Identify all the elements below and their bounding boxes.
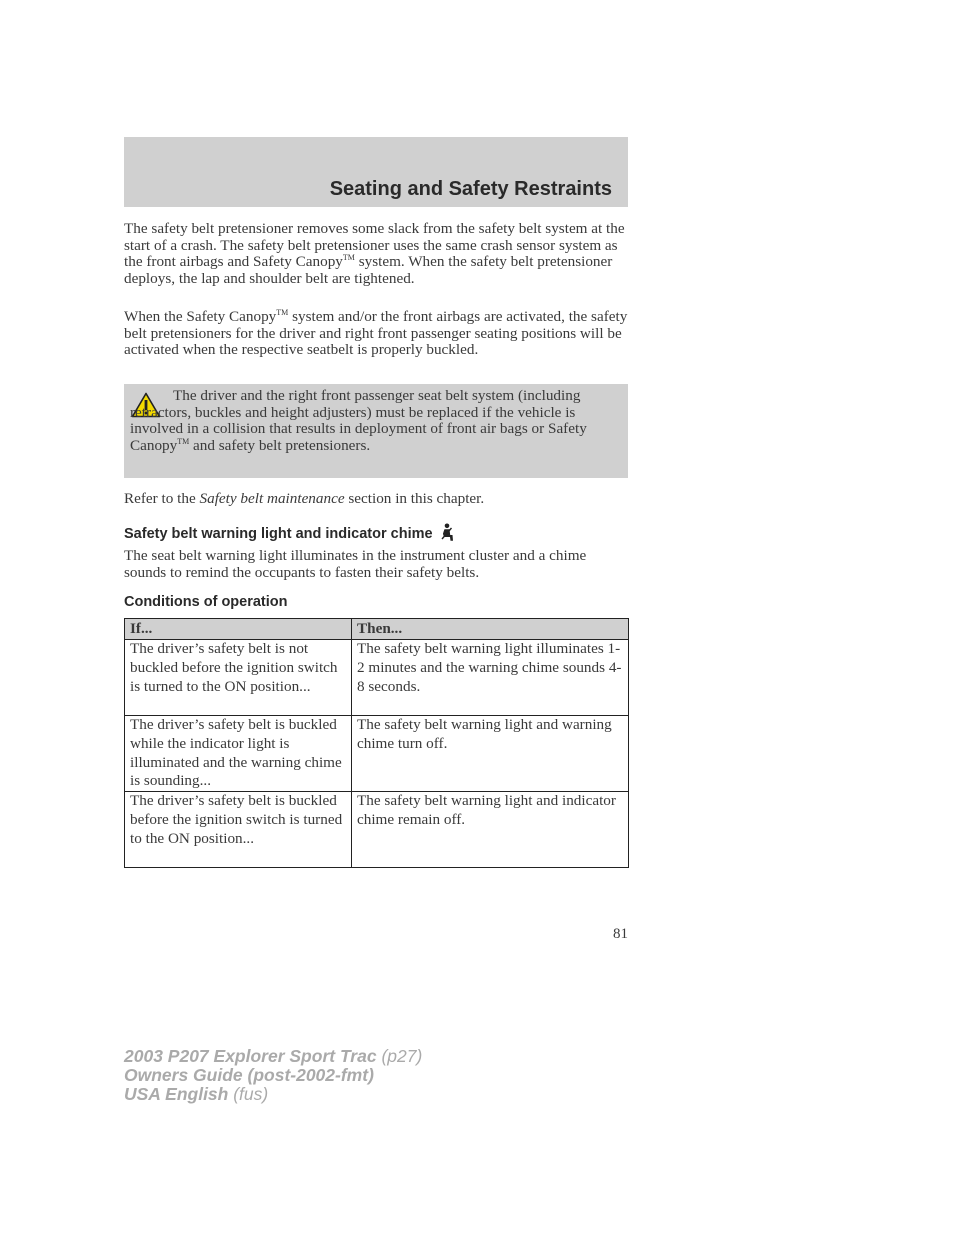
intro-p2-text-a: When the Safety Canopy bbox=[124, 308, 277, 325]
conditions-heading: Conditions of operation bbox=[124, 594, 288, 610]
table-cell-if: The driver’s safety belt is not buckled before the ignition switch is turned to the ON position... bbox=[125, 640, 352, 716]
refer-prefix: Refer to the bbox=[124, 490, 200, 507]
refer-section-name: Safety belt maintenance bbox=[199, 490, 345, 507]
refer-suffix: section in this chapter. bbox=[344, 490, 485, 507]
table-header-row bbox=[125, 619, 629, 640]
document-footer bbox=[124, 1047, 422, 1104]
column-header-then: Then... bbox=[352, 619, 629, 640]
footer-line-2-bold: Owners Guide (post-2002-fmt) bbox=[124, 1065, 374, 1085]
footer-line-3-rest: (fus) bbox=[228, 1084, 269, 1104]
warning-text-a: The driver and the right front passenger seat belt system (including retractors, buckles and height adjusters) must be replaced if the vehicle is involved in a collision that results in deployment of front air bags or Safety Canopy bbox=[130, 387, 587, 454]
intro-p2-text-b: system and/or the front airbags are activated, the safety belt pretensioners for the driver and right front passenger seating positions will be activated when the respective seatbelt is properly buckled. bbox=[124, 308, 628, 358]
conditions-table bbox=[124, 618, 629, 868]
table-cell-if: The driver’s safety belt is buckled before the ignition switch is turned to the ON position... bbox=[125, 792, 352, 868]
table-row bbox=[125, 640, 629, 716]
intro-p1-text-a: The safety belt pretensioner removes some slack from the safety belt system at the start of a crash. The safety belt pretensioner uses the same crash sensor system as the front airbags and Safety Canopy bbox=[124, 220, 625, 270]
section-title: Seating and Safety Restraints bbox=[329, 178, 612, 200]
warning-box bbox=[124, 384, 628, 478]
seatbelt-icon bbox=[439, 523, 455, 542]
footer-line-3-bold: USA English bbox=[124, 1084, 229, 1104]
footer-line-2 bbox=[124, 1066, 422, 1085]
warning-text-b: and safety belt pretensioners. bbox=[189, 436, 371, 454]
footer-line-1-bold: 2003 P207 Explorer Sport Trac bbox=[124, 1046, 377, 1066]
table-cell-if: The driver’s safety belt is buckled while the indicator light is illuminated and the warning chime is sounding... bbox=[125, 716, 352, 792]
column-header-if: If... bbox=[125, 619, 352, 640]
footer-line-1-rest: (p27) bbox=[376, 1046, 423, 1066]
table-row bbox=[125, 716, 629, 792]
warning-light-heading-text: Safety belt warning light and indicator chime bbox=[124, 526, 433, 542]
table-row bbox=[125, 792, 629, 868]
trademark-mark: TM bbox=[177, 436, 190, 446]
intro-p1-text-b: system. When the safety belt pretensioner deploys, the lap and shoulder belt are tightened. bbox=[124, 253, 613, 287]
footer-line-3 bbox=[124, 1085, 422, 1104]
warning-text bbox=[130, 388, 610, 454]
table-cell-then: The safety belt warning light illuminates 1-2 minutes and the warning chime sounds 4-8 seconds. bbox=[352, 640, 629, 716]
table-cell-then: The safety belt warning light and warning chime turn off. bbox=[352, 716, 629, 792]
trademark-mark: TM bbox=[342, 253, 355, 262]
warning-light-paragraph: The seat belt warning light illuminates in the instrument cluster and a chime sounds to remind the occupants to fasten their safety belts. bbox=[124, 547, 587, 581]
intro-paragraph-1 bbox=[124, 221, 628, 287]
page-number: 81 bbox=[613, 926, 628, 942]
trademark-mark: TM bbox=[276, 308, 289, 317]
section-header bbox=[124, 137, 628, 207]
intro-paragraph-2 bbox=[124, 309, 628, 359]
table-cell-then: The safety belt warning light and indicator chime remain off. bbox=[352, 792, 629, 868]
footer-line-1 bbox=[124, 1047, 422, 1066]
refer-paragraph bbox=[124, 491, 628, 508]
warning-light-heading bbox=[124, 523, 455, 542]
